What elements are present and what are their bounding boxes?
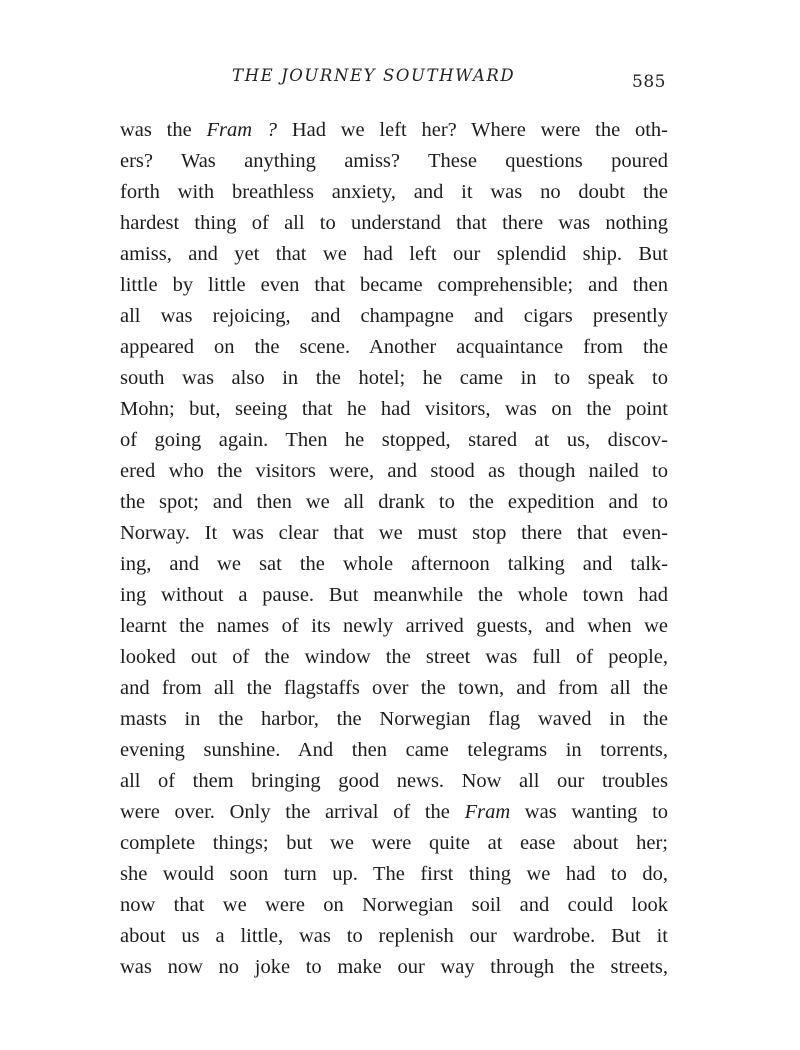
line-text: hardest thing of all to understand that there was nothing: [120, 212, 668, 234]
text-line: [120, 549, 668, 580]
text-line: [120, 921, 668, 952]
line-text: about us a little, was to replenish our wardrobe. But it: [120, 925, 668, 947]
line-text-continued: Had we left her? Where were the oth-: [277, 119, 668, 141]
text-line: [120, 890, 668, 921]
line-text: evening sunshine. And then came telegrams in torrents,: [120, 739, 668, 761]
text-line: [120, 611, 668, 642]
line-text: the spot; and then we all drank to the expedition and to: [120, 491, 668, 513]
line-text: ered who the visitors were, and stood as though nailed to: [120, 460, 668, 482]
line-text: looked out of the window the street was full of people,: [120, 646, 668, 668]
text-line: [120, 146, 668, 177]
line-text: masts in the harbor, the Norwegian flag waved in the: [120, 708, 668, 730]
text-line: [120, 239, 668, 270]
line-text: she would soon turn up. The first thing we had to do,: [120, 863, 668, 885]
line-text: ers? Was anything amiss? These questions poured: [120, 150, 668, 172]
line-text: of going again. Then he stopped, stared at us, discov-: [120, 429, 668, 451]
text-line: [120, 704, 668, 735]
line-text: ing without a pause. But meanwhile the whole town had: [120, 584, 668, 606]
line-text: ing, and we sat the whole afternoon talking and talk-: [120, 553, 668, 575]
line-text-continued: was wanting to: [510, 801, 668, 823]
line-text: all was rejoicing, and champagne and cigars presently: [120, 305, 668, 327]
text-line: [120, 797, 668, 828]
line-text: now that we were on Norwegian soil and could look: [120, 894, 668, 916]
text-line: [120, 828, 668, 859]
line-text: forth with breathless anxiety, and it was no doubt the: [120, 181, 668, 203]
ship-name-italic: Fram ?: [206, 119, 278, 141]
text-line: [120, 394, 668, 425]
text-line: [120, 518, 668, 549]
text-line: [120, 115, 668, 146]
text-line: [120, 208, 668, 239]
line-text: south was also in the hotel; he came in to speak to: [120, 367, 668, 389]
line-text: complete things; but we were quite at ease about her;: [120, 832, 668, 854]
running-title: THE JOURNEY SOUTHWARD: [232, 66, 516, 85]
line-text: amiss, and yet that we had left our splendid ship. But: [120, 243, 668, 265]
line-text: Mohn; but, seeing that he had visitors, was on the point: [120, 398, 668, 420]
text-line: [120, 735, 668, 766]
line-text: Norway. It was clear that we must stop there that even-: [120, 522, 668, 544]
body-text: [120, 115, 668, 983]
text-line: [120, 301, 668, 332]
text-line: [120, 332, 668, 363]
text-line: [120, 642, 668, 673]
text-line: [120, 363, 668, 394]
line-text: was now no joke to make our way through the streets,: [120, 956, 668, 978]
text-line: [120, 859, 668, 890]
line-text: appeared on the scene. Another acquaintance from the: [120, 336, 668, 358]
running-head: [120, 66, 668, 96]
text-line: [120, 766, 668, 797]
line-text: were over. Only the arrival of the: [120, 801, 465, 823]
line-text: little by little even that became comprehensible; and then: [120, 274, 668, 296]
text-line: [120, 952, 668, 983]
line-text: and from all the flagstaffs over the town, and from all the: [120, 677, 668, 699]
text-line: [120, 673, 668, 704]
ship-name-italic: Fram: [464, 801, 511, 823]
line-text: learnt the names of its newly arrived guests, and when we: [120, 615, 668, 637]
line-text: all of them bringing good news. Now all our troubles: [120, 770, 668, 792]
text-line: [120, 580, 668, 611]
page-number: 585: [632, 72, 666, 92]
text-line: [120, 456, 668, 487]
text-line: [120, 270, 668, 301]
text-line: [120, 177, 668, 208]
line-text: was the: [120, 119, 207, 141]
text-line: [120, 487, 668, 518]
text-line: [120, 425, 668, 456]
